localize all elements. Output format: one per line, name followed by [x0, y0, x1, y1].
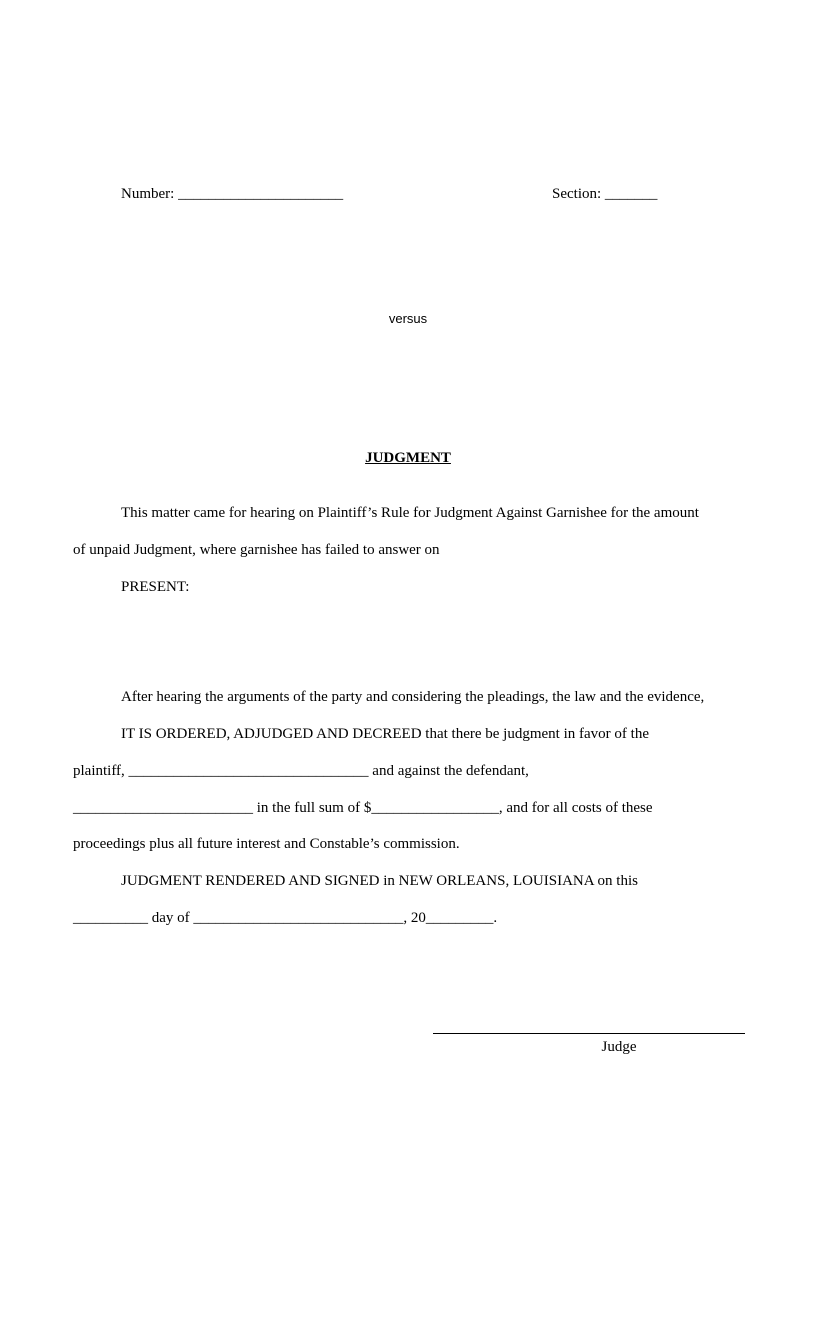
ordered-line-3: ________________________ in the full sum of $_________________, and for all costs of these: [73, 800, 653, 816]
present-label: PRESENT:: [121, 579, 190, 595]
after-hearing-line: After hearing the arguments of the party and considering the pleadings, the law and the evidence,: [121, 689, 705, 705]
intro-paragraph-line-2: of unpaid Judgment, where garnishee has failed to answer on: [73, 542, 440, 558]
judge-label: Judge: [601, 1039, 637, 1055]
ordered-line-2: plaintiff, ________________________________ and against the defendant,: [73, 763, 529, 779]
ordered-line-4: proceedings plus all future interest and Constable’s commission.: [73, 836, 460, 852]
intro-paragraph-line-1: This matter came for hearing on Plaintiff’s Rule for Judgment Against Garnishee for the amount: [121, 505, 699, 521]
case-number-field: Number: ______________________: [121, 186, 344, 202]
rendered-line-2: __________ day of ____________________________, 20_________.: [73, 910, 498, 926]
versus-text: versus: [388, 311, 428, 326]
signature-line: [433, 1033, 745, 1034]
document-title: JUDGMENT: [365, 450, 451, 466]
section-field: Section: _______: [552, 186, 658, 202]
rendered-line-1: JUDGMENT RENDERED AND SIGNED in NEW ORLEANS, LOUISIANA on this: [121, 873, 638, 889]
ordered-line-1: IT IS ORDERED, ADJUDGED AND DECREED that there be judgment in favor of the: [121, 726, 649, 742]
